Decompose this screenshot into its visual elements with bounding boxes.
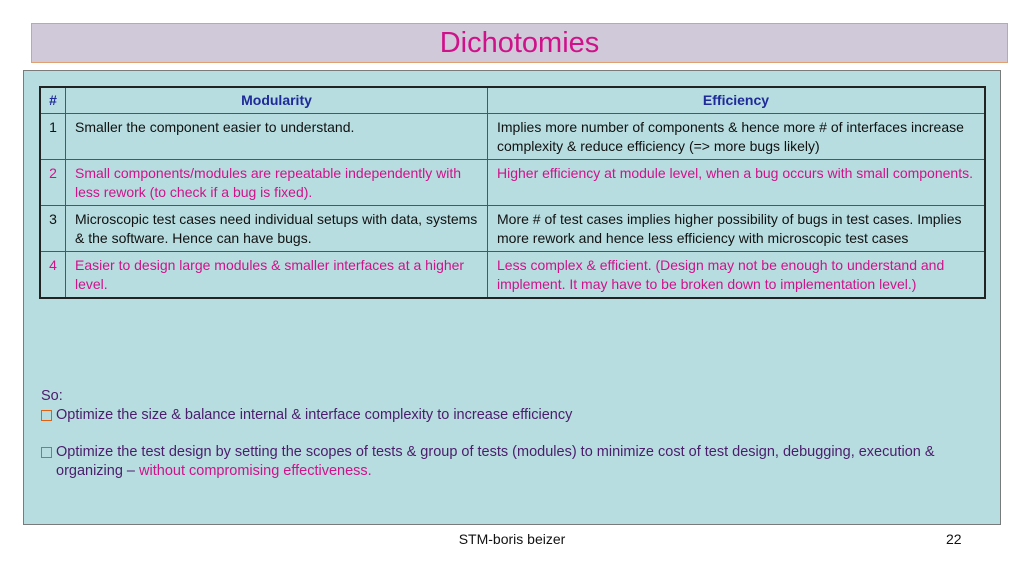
checkbox-bullet-icon (41, 410, 52, 421)
page-number: 22 (946, 531, 962, 547)
notes-intro: So: (41, 388, 63, 404)
header-modularity: Modularity (66, 87, 488, 114)
row-number: 1 (40, 114, 66, 160)
row-number: 2 (40, 160, 66, 206)
checkbox-bullet-icon (41, 447, 52, 458)
header-efficiency: Efficiency (488, 87, 986, 114)
dichotomies-table (39, 86, 986, 299)
title-bar (31, 23, 1008, 63)
efficiency-cell: More # of test cases implies higher possibility of bugs in test cases. Implies more rework and hence less efficiency with microscopic test cases (488, 206, 986, 252)
modularity-cell: Small components/modules are repeatable independently with less rework (to check if a bug is fixed). (66, 160, 488, 206)
notes (41, 387, 981, 481)
modularity-cell: Easier to design large modules & smaller interfaces at a higher level. (66, 252, 488, 299)
bullet-text (56, 443, 981, 481)
modularity-cell: Microscopic test cases need individual setups with data, systems & the software. Hence can have bugs. (66, 206, 488, 252)
footer-source: STM-boris beizer (458, 531, 566, 547)
efficiency-cell: Higher efficiency at module level, when a bug occurs with small components. (488, 160, 986, 206)
row-number: 4 (40, 252, 66, 299)
table-row (40, 206, 985, 252)
efficiency-cell: Less complex & efficient. (Design may not be enough to understand and implement. It may have to be broken down to implementation level.) (488, 252, 986, 299)
slide-title: Dichotomies (439, 26, 600, 59)
bullet-text: Optimize the size & balance internal & interface complexity to increase efficiency (56, 407, 573, 423)
bullet-item (41, 406, 981, 425)
bullet-text-main: Optimize the test design by setting the scopes of tests & group of tests (modules) to minimize cost of test design, debugging, execution & organizing – (56, 444, 935, 479)
efficiency-cell: Implies more number of components & hence more # of interfaces increase complexity & reduce efficiency (=> more bugs likely) (488, 114, 986, 160)
header-number: # (40, 87, 66, 114)
bullet-text-highlight: without compromising effectiveness. (139, 463, 372, 479)
row-number: 3 (40, 206, 66, 252)
table-header-row (40, 87, 985, 114)
bullet-item (41, 443, 981, 481)
table-row (40, 114, 985, 160)
content-panel (23, 70, 1001, 525)
table-row (40, 252, 985, 299)
table-row (40, 160, 985, 206)
modularity-cell: Smaller the component easier to understand. (66, 114, 488, 160)
